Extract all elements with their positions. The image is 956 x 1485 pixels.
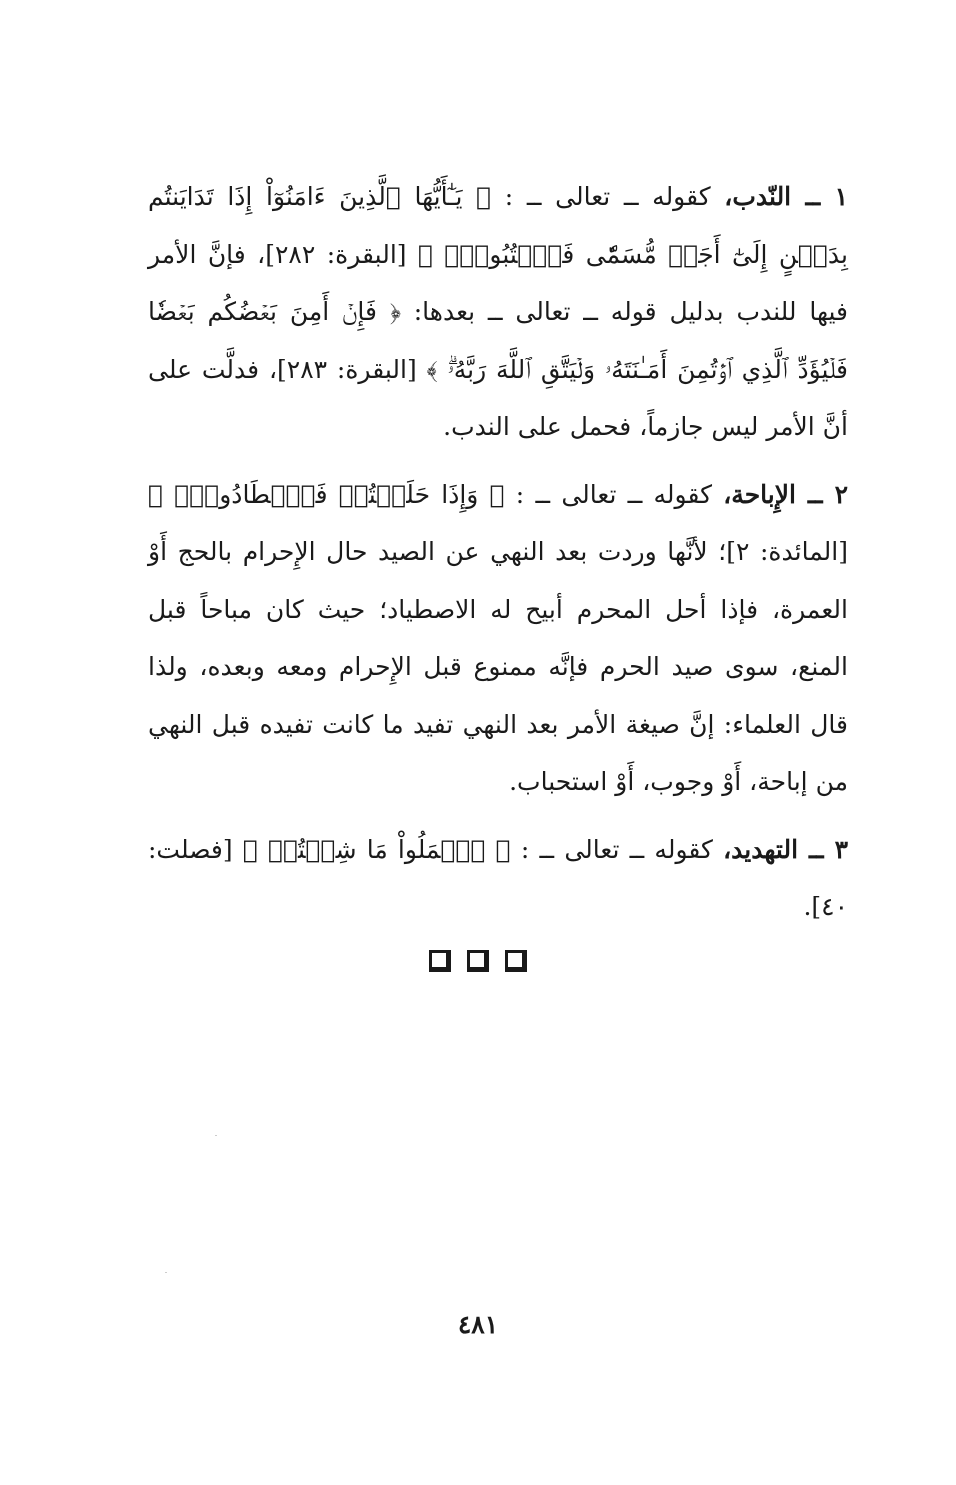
page-number: ٤٨١ [457, 1310, 499, 1339]
square-ornament-icon [505, 950, 527, 972]
page-body [148, 168, 848, 946]
square-ornament-icon [429, 950, 451, 972]
paragraph-nadb [148, 168, 848, 456]
scan-speck [215, 1135, 217, 1136]
paragraph-tahdid [148, 821, 848, 936]
text-ibaha: كقوله ــ تعالى ــ : ﴿ وَإِذَا حَلَلۡتُمۡ فَٱصۡطَادُواْۚ ﴾ [المائدة: ٢]؛ لأنَّها وردت بعد النهي عن الصيد حال الإِحرام بالحج أَوْ العمرة، فإذا أحل المحرم أبيح له الاصطياد؛ حيث كان مباحاً قبل المنع، سوى صيد الحرم فإنَّه ممنوع قبل الإِحرام ومعه وبعده، ولذا قال العلماء: إنَّ صيغة الأمر بعد النهي تفيد ما كانت تفيده قبل النهي من إباحة، أَوْ وجوب، أَوْ استحباب. [148, 479, 848, 796]
text-tahdid: كقوله ــ تعالى ــ : ﴿ ٱعۡمَلُواْ مَا شِئۡتُمۡ ﴾ [فصلت: ٤٠]. [148, 834, 848, 921]
text-nadb: كقوله ــ تعالى ــ : ﴿ يَـٰٓأَيُّهَا ٱلَّذِينَ ءَامَنُوٓاْ إِذَا تَدَايَنتُم بِدَيۡنٍ إِلَىٰٓ أَجَلٖ مُّسَمّٗى فَٱكۡتُبُوهُۚ ﴾ [البقرة: ٢٨٢]، فإنَّ الأمر فيها للندب بدليل قوله ــ تعالى ــ بعدها: ﴿ فَإِنۡ أَمِنَ بَعۡضُكُم بَعۡضٗا فَلۡيُؤَدِّ ٱلَّذِي ٱؤۡتُمِنَ أَمَـٰنَتَهُۥ وَلۡيَتَّقِ ٱللَّهَ رَبَّهُۥۗ ﴾ [البقرة: ٢٨٣]، فدلَّت على أنَّ الأمر ليس جازماً، فحمل على الندب. [148, 182, 848, 441]
section-divider [0, 950, 956, 972]
scan-speck [165, 1272, 167, 1273]
square-ornament-icon [467, 950, 489, 972]
heading-ibaha: ٢ ــ الإِباحة، [723, 479, 848, 509]
heading-nadb: ١ ــ النّدب، [724, 182, 849, 211]
paragraph-ibaha [148, 466, 848, 811]
heading-tahdid: ٣ ــ التهديد، [723, 834, 848, 864]
